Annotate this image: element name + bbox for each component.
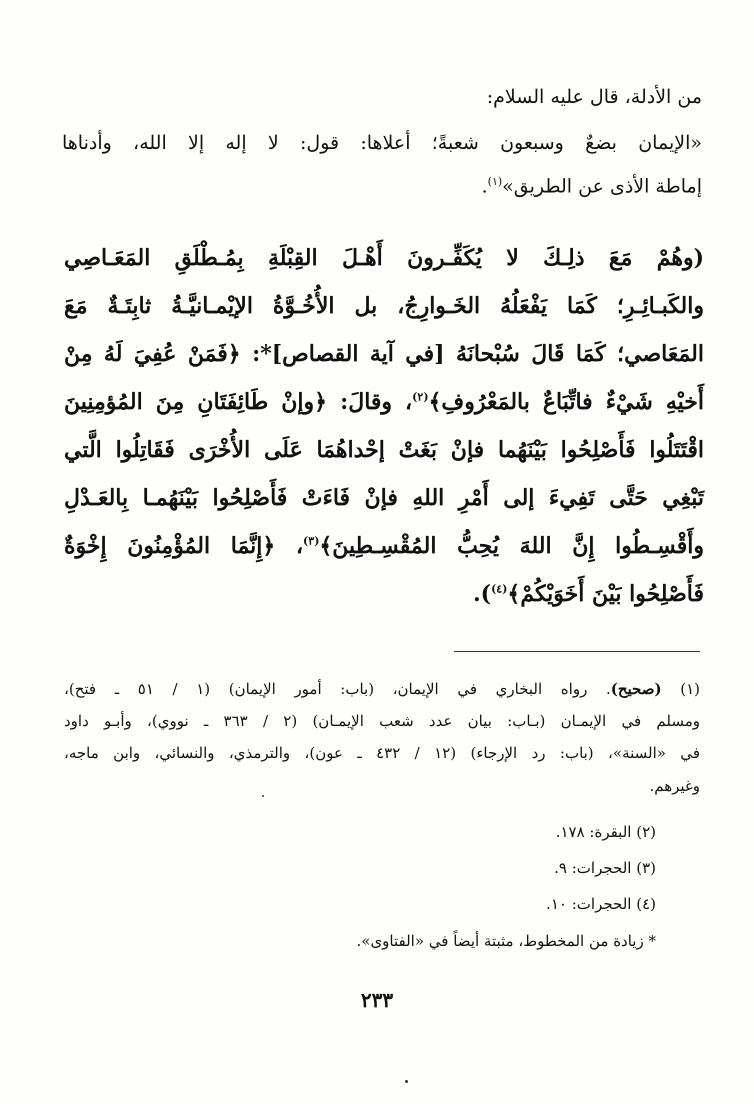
footnote-1-line-2: ومسلم في الإيمـان (بـاب: بيان عدد شعب الإيمـان) (٢ / ٣٦٣ ـ نووي)، وأبـو داود <box>64 712 700 730</box>
footnote-star: * زيادة من المخطوط، مثبتة أيضاً في «الفتاوى». <box>356 932 656 950</box>
footnote-1-line-4: وغيرهم. <box>649 777 700 795</box>
main-line-5: اقْتَتَلُوا فَأَصْلِحُوا بَيْنَهُما فإنْ بَغَتْ إحْداهُمَا عَلَى الأُخْرَى فَقَاتِلُوا الَّتي <box>64 437 704 463</box>
footnote-1-line-1 <box>64 680 700 698</box>
footnote-ref-4: (٤) <box>491 582 508 596</box>
main-line-8-a: فَأَصْلِحُوا بَيْنَ أَخَوَيْكُمْ﴾ <box>507 581 704 607</box>
intro-line-1: من الأدلة، قال عليه السلام: <box>486 86 702 108</box>
footnote-4: (٤) الحجرات: ١٠. <box>546 895 656 913</box>
page-number: ٢٣٣ <box>360 988 394 1012</box>
footnote-ref-1: (١) <box>487 175 503 188</box>
footnote-ref-2: (٢) <box>412 390 429 404</box>
main-line-8 <box>473 581 704 607</box>
footnote-1-line-1-text: . رواه البخاري في الإيمان، (باب: أمور الإيمان) (١ / ٥١ ـ فتح)، <box>64 680 611 698</box>
intro-line-3-end: . <box>481 175 488 198</box>
main-line-8-b: ). <box>472 581 492 607</box>
intro-line-2: «الإيمان بضعٌ وسبعون شعبةً؛ أعلاها: قول: لا إله إلا الله، وأدناها <box>62 132 702 154</box>
footnote-1-line-3: في «السنة»، (باب: رد الإرجاء) (١٢ / ٤٣٢ ـ عون)، والترمذي، والنسائي، وابن ماجه، <box>64 744 700 762</box>
scan-speck <box>262 795 264 797</box>
main-line-7 <box>64 533 704 559</box>
main-line-4 <box>64 389 704 415</box>
footnote-1-grade: (صحيح) <box>610 680 662 698</box>
intro-line-3-text: إماطة الأذى عن الطريق» <box>502 175 702 198</box>
main-line-4-a: أَخيْهِ شَيْءٌ فاتِّبَاعٌ بالمَعْرُوفِ﴾ <box>428 389 704 415</box>
main-line-7-b: ، ﴿إِنَّمَا المُؤْمِنُونَ إِخْوَةٌ <box>64 533 304 559</box>
main-line-3: المَعَاصي؛ كَمَا قَالَ سُبْحانَهُ [في آية القصاص]*: ﴿فَمَنْ عُفِيَ لَهُ مِنْ <box>64 341 704 367</box>
footnote-2: (٢) البقرة: ١٧٨. <box>555 823 656 841</box>
main-line-7-a: وأَقْسِـطُوا إِنَّ اللهَ يُحِبُّ المُقْسِـطِينَ﴾ <box>319 533 704 559</box>
footnote-separator <box>454 651 700 652</box>
footnote-ref-3: (٣) <box>303 534 320 548</box>
main-line-4-b: ، وقالَ: ﴿وإنْ طَائِفَتَانِ مِنَ المُؤمِنِينَ <box>64 389 413 415</box>
intro-line-3 <box>482 175 702 197</box>
footnote-3: (٣) الحجرات: ٩. <box>554 859 656 877</box>
main-line-1: (وهُمْ مَعَ ذلِـكَ لا يُكَفِّـرونَ أَهْـلَ القِبْلَةِ بِمُـطْلَقِ المَعَـاصِي <box>64 245 704 271</box>
footnote-1-number: (١) <box>680 680 700 698</box>
main-line-6: تَبْغِي حَتَّى تَفِيءَ إلى أَمْرِ اللهِ فإنْ فَاءَتْ فَأَصْلِحُوا بَيْنَهُمـا بِالعَـدْلِ <box>64 485 704 511</box>
scan-speck <box>405 1080 408 1083</box>
main-line-2: والكَبـائِـرِ؛ كَمَا يَفْعَلُهُ الخَـوارِجُ، بل الأُخُـوَّةُ الإيْمـانيَّـةُ ثابِتَـةٌ مَعَ <box>64 293 704 319</box>
